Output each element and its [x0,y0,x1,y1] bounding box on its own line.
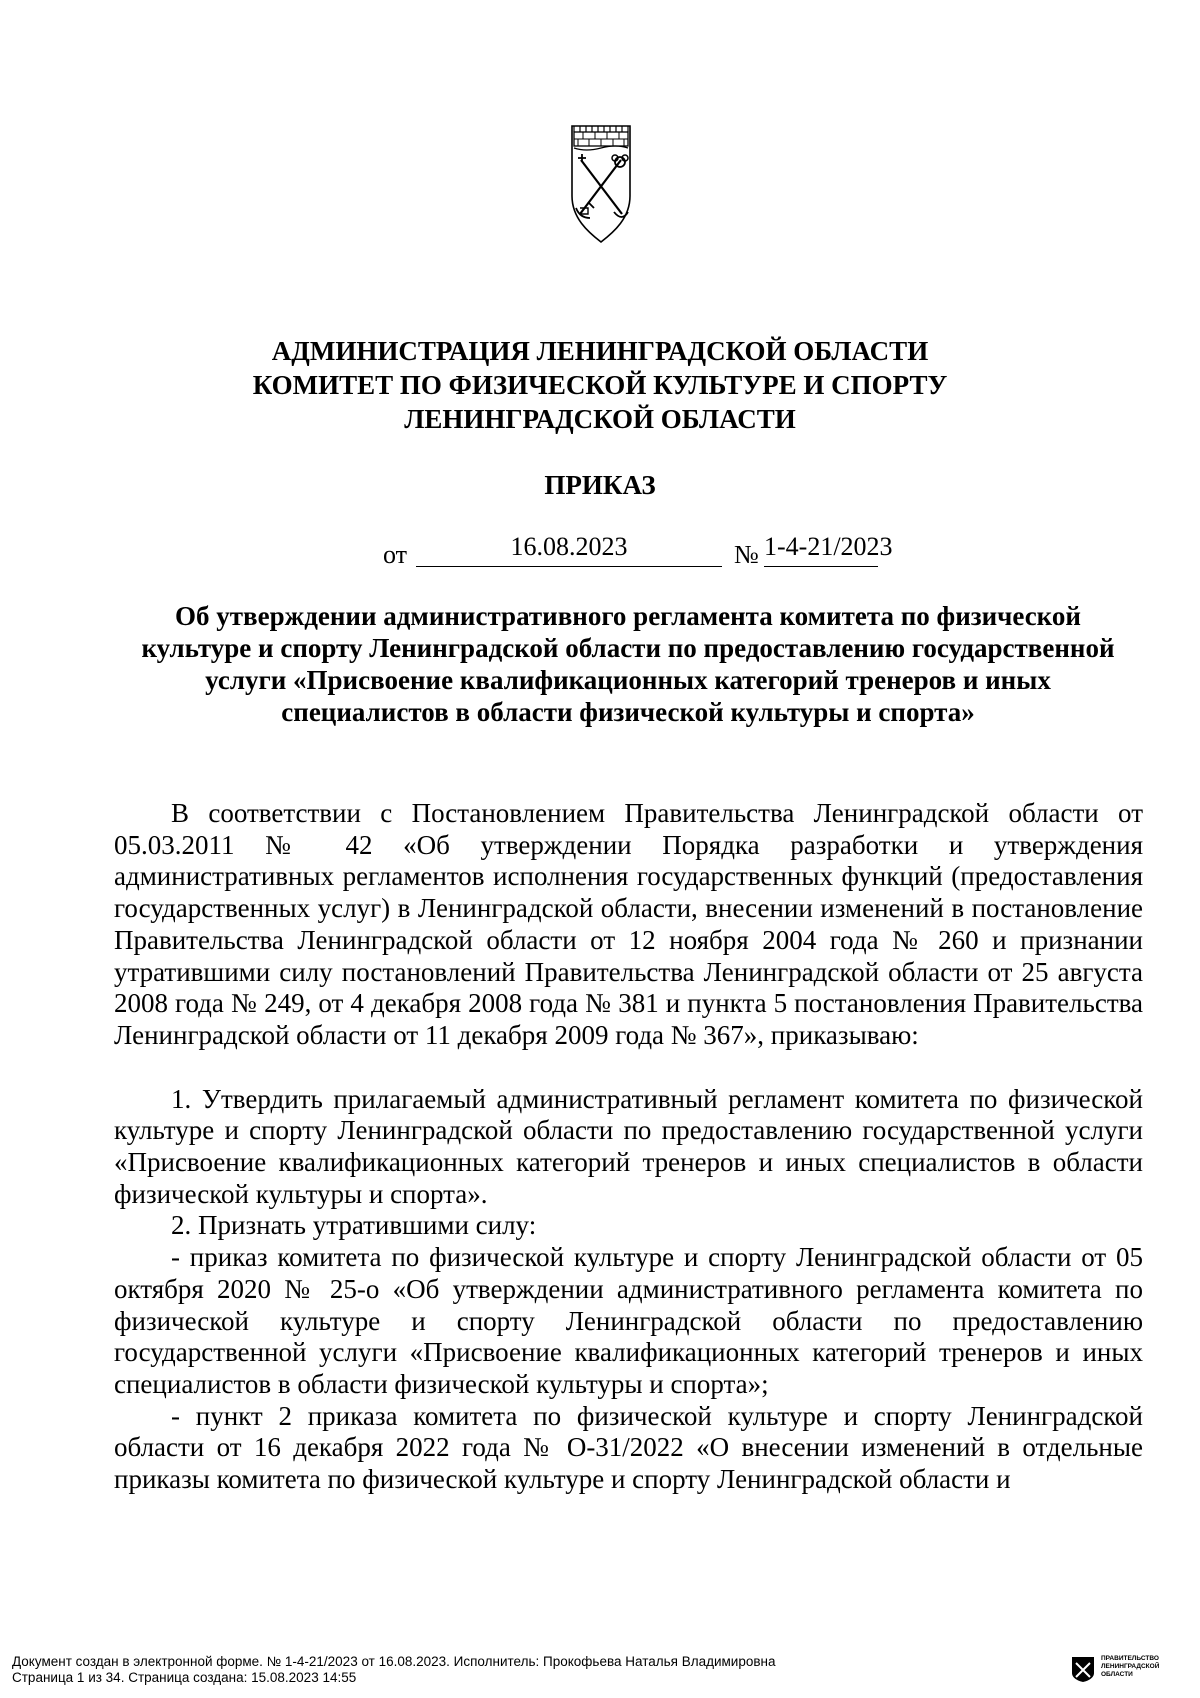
date-underline [416,566,722,567]
title-line-4: специалистов в области физической культуры и спорта» [281,697,975,727]
date-prefix-label: от [383,540,408,569]
organization-name [0,334,1200,436]
document-number: 1-4-21/2023 [764,532,893,561]
order-item-2-a: - приказ комитета по физической культуре и спорту Ленинградской области от 05 октября 2020 № 25-о «Об утверждении административного регламента комитета по физической культуре и спорту Ленинградской области по предоставлению государственной услуги «Присвоение квалификационных категорий тренеров и иных специалистов в области физической культуры и спорта»; [114,1242,1143,1399]
org-line-3: ЛЕНИНГРАДСКОЙ ОБЛАСТИ [404,404,796,434]
title-line-2: культуре и спорту Ленинградской области по предоставлению государственной [141,633,1115,663]
logo-text-line-1: ПРАВИТЕЛЬСТВО [1101,1655,1159,1662]
preamble-paragraph: В соответствии с Постановлением Правительства Ленинградской области от 05.03.2011 № 42 «Об утверждении Порядка разработки и утверждения административных регламентов исполнения государственных функций (предоставления государственных услуг) в Ленинградской области, внесении изменений в постановление Правительства Ленинградской области от 12 ноября 2004 года № 260 и признании утратившими силу постановлений Правительства Ленинградской области от 25 августа 2008 года № 249, от 4 декабря 2008 года № 381 и пункта 5 постановления Правительства Ленинградской области от 11 декабря 2009 года № 367», приказываю: [114,798,1143,1050]
org-line-1: АДМИНИСТРАЦИЯ ЛЕНИНГРАДСКОЙ ОБЛАСТИ [271,336,929,366]
document-title [113,600,1143,728]
footer-line-1: Документ создан в электронной форме. № 1-4-21/2023 от 16.08.2023. Исполнитель: Прокофьева Наталья Владимировна [12,1654,776,1669]
page-footer [12,1654,775,1686]
org-line-2: КОМИТЕТ ПО ФИЗИЧЕСКОЙ КУЛЬТУРЕ И СПОРТУ [252,370,948,400]
footer-line-2: Страница 1 из 34. Страница создана: 15.08.2023 14:55 [12,1670,357,1685]
logo-text-line-2: ЛЕНИНГРАДСКОЙ [1101,1663,1160,1670]
title-line-3: услуги «Присвоение квалификационных категорий тренеров и иных [205,665,1051,695]
title-line-1: Об утверждении административного регламента комитета по физической [175,601,1081,631]
document-date: 16.08.2023 [510,532,628,561]
government-logo-icon [1070,1655,1096,1683]
document-body [114,798,1143,1496]
order-item-2: 2. Признать утратившими силу: [171,1210,537,1241]
government-logo-text [1101,1655,1159,1679]
order-item-2-b: - пункт 2 приказа комитета по физической культуре и спорту Ленинградской области от 16 декабря 2022 года № О-31/2022 «О внесении изменений в отдельные приказы комитета по физической культуре и спорту Ленинградской области и [114,1400,1143,1495]
number-sign-label: № [734,540,759,569]
logo-text-line-3: ОБЛАСТИ [1101,1671,1133,1678]
document-type: ПРИКАЗ [544,470,656,500]
coat-of-arms-icon [566,118,636,248]
number-underline [764,566,878,567]
order-item-1: 1. Утвердить прилагаемый административный регламент комитета по физической культуре и спорту Ленинградской области по предоставлению государственной услуги «Присвоение квалификационных категорий тренеров и иных специалистов в области физической культуры и спорта». [114,1083,1143,1209]
